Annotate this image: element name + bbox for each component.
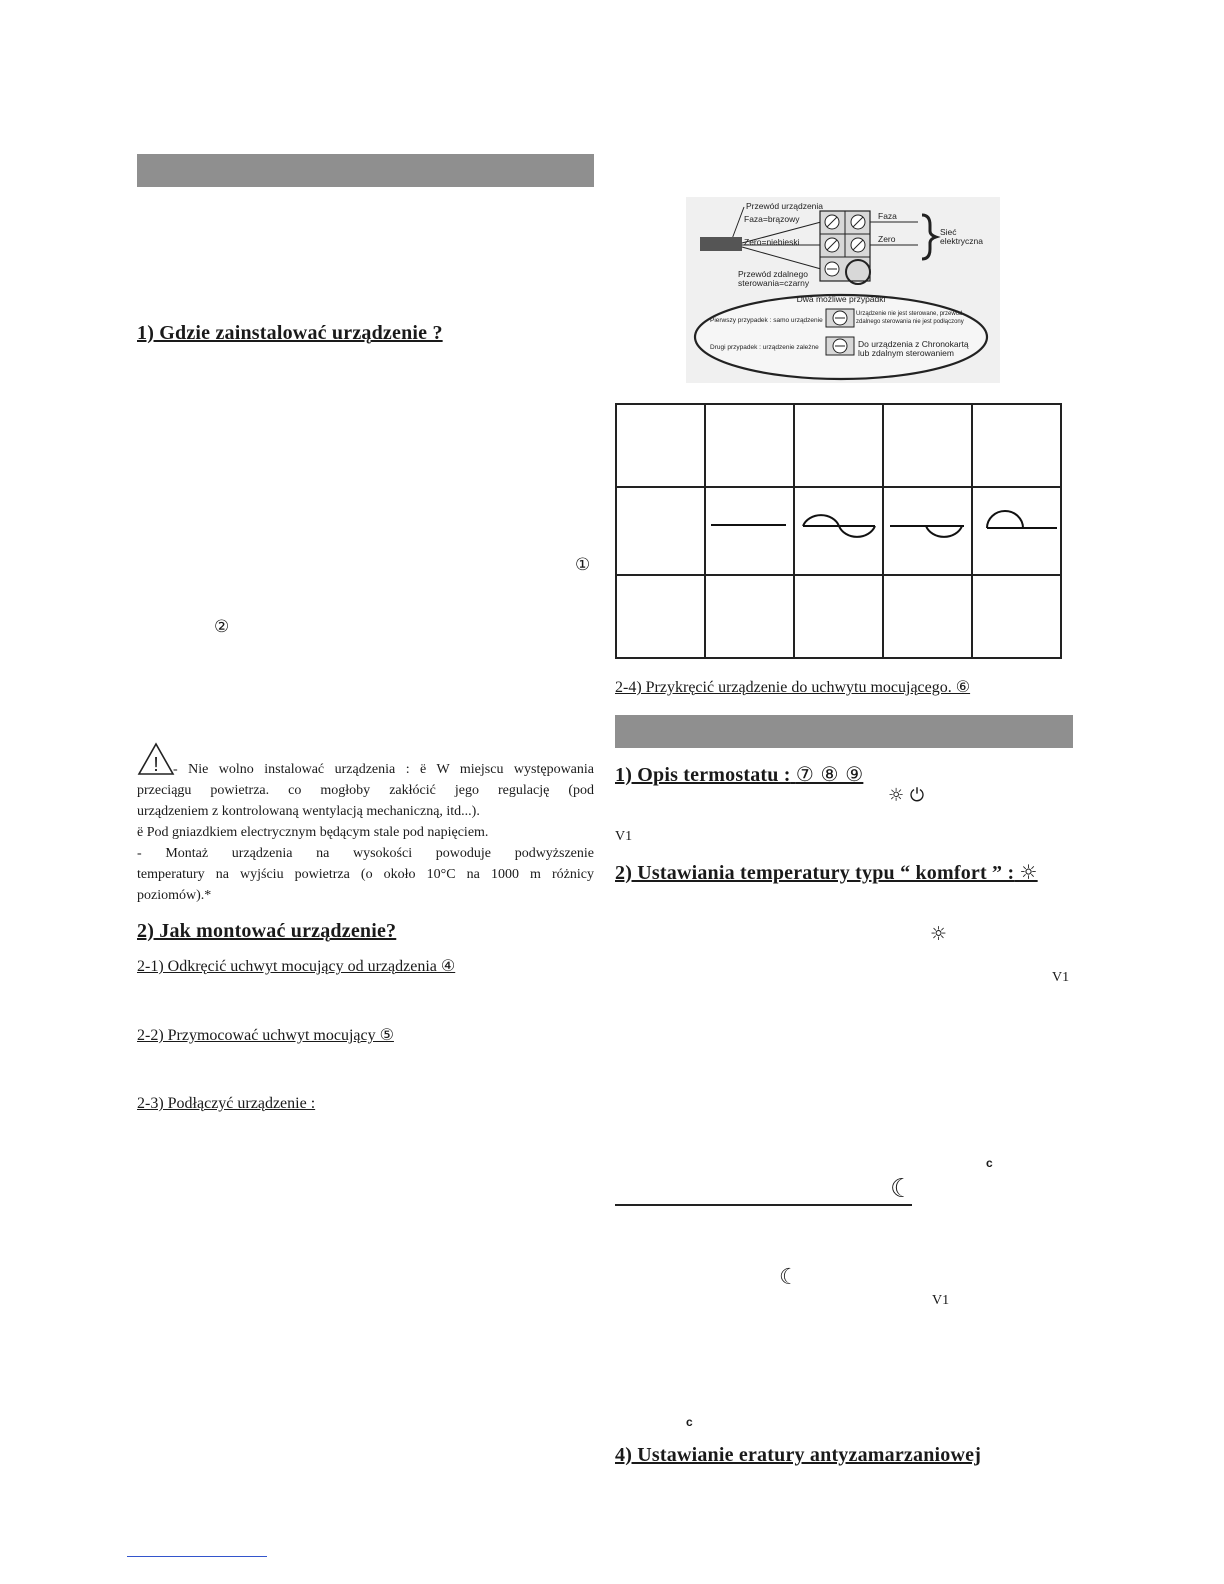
step-2-4: 2-4) Przykręcić urządzenie do uchwytu mocującego. ⑥	[615, 679, 971, 696]
warning-line-3: urządzeniem z kontrolowaną wentylacją mechaniczną, itd...).	[137, 804, 480, 819]
table-cell	[972, 487, 1061, 575]
table-cell	[794, 575, 883, 658]
diagram-case-1-note-2: zdalnego sterowania nie jest podłączony	[856, 319, 964, 325]
small-c-a: c	[986, 1156, 993, 1170]
diagram-phase-brown: Faza=brązowy	[744, 214, 800, 224]
section-bar-left	[137, 154, 594, 187]
warning-text	[137, 759, 594, 906]
marker-1: ①	[575, 555, 591, 575]
table-cell	[972, 575, 1061, 658]
thermostat-markers: ⑦ ⑧ ⑨	[795, 762, 864, 786]
wave-full-sine-icon	[795, 488, 882, 569]
wave-positive-half-icon	[973, 488, 1060, 569]
warning-line-1: - Nie wolno instalować urządzenia : ë W miejscu występowania	[173, 762, 594, 777]
diagram-case-1-note-1: Urządzenie nie jest sterowane, przewód	[856, 311, 963, 317]
step-2-1: 2-1) Odkręcić uchwyt mocujący od urządzenia ④	[137, 958, 456, 975]
table-cell	[883, 404, 972, 487]
diagram-case-1: Pierwszy przypadek : samo urządzenie	[710, 317, 823, 324]
moon-icon: ☾	[779, 1265, 799, 1290]
marker-2: ②	[214, 617, 230, 637]
diagram-device-cable: Przewód urządzenia	[746, 201, 824, 211]
section-bar-right	[615, 715, 1073, 748]
warning-line-7: poziomów).*	[137, 888, 212, 903]
table-cell	[705, 404, 794, 487]
table-cell	[972, 404, 1061, 487]
table-cell	[883, 575, 972, 658]
v1-label-c: V1	[932, 1293, 950, 1308]
comfort-sun-icon: ☼	[1019, 860, 1038, 884]
table-cell	[794, 487, 883, 575]
pilot-wire-table	[615, 403, 1062, 659]
moon-icon-heading: ☾	[890, 1174, 914, 1204]
step-2-3: 2-3) Podłączyć urządzenie :	[137, 1095, 316, 1112]
heading-thermostat-label: 1) Opis termostatu :	[615, 764, 791, 786]
table-cell	[883, 487, 972, 575]
diagram-two-cases: Dwa możliwe przypadki	[796, 294, 886, 304]
table-cell	[616, 404, 705, 487]
table-cell	[705, 575, 794, 658]
step-2-2: 2-2) Przymocować uchwyt mocujący ⑤	[137, 1027, 394, 1044]
table-cell	[794, 404, 883, 487]
wiring-diagram	[686, 197, 1000, 383]
small-c-b: c	[686, 1415, 693, 1429]
heading-comfort-label: 2) Ustawiania temperatury typu “ komfort ” :	[615, 862, 1015, 884]
warning-line-2: przeciągu powietrza. co mogłoby zakłócić jego regulację (pod	[137, 783, 594, 798]
heading-thermostat	[615, 762, 863, 787]
diagram-mains-2: elektryczna	[940, 236, 983, 246]
eco-heading-underline	[615, 1204, 912, 1206]
table-cell	[705, 487, 794, 575]
wave-negative-half-icon	[884, 488, 971, 569]
diagram-case-2: Drugi przypadek : urządzenie zależne	[710, 344, 819, 351]
heading-comfort	[615, 860, 1038, 885]
heading-antifreeze: 4) Ustawianie eratury antyzamarzaniowej	[615, 1444, 982, 1466]
diagram-remote-1: Przewód zdalnego	[738, 269, 808, 279]
warning-line-6: temperatury na wyjściu powietrza (o około 10°C na 1000 m różnicy	[137, 867, 594, 882]
sun-icon: ☼	[930, 923, 948, 945]
diagram-zero: Zero	[878, 234, 896, 244]
wave-flat-icon	[706, 488, 793, 569]
footnote-rule	[127, 1556, 267, 1557]
diagram-remote-2: sterowania=czarny	[738, 278, 810, 288]
v1-label-b: V1	[1052, 970, 1070, 985]
v1-label-a: V1	[615, 829, 633, 844]
diagram-mains-1: Sieć	[940, 227, 957, 237]
sun-power-icons: ☼ ⏻	[888, 785, 925, 806]
table-cell	[616, 487, 705, 575]
diagram-zero-blue: Zero=niebieski	[744, 237, 800, 247]
diagram-case-2-note-2: lub zdalnym sterowaniem	[858, 348, 954, 358]
heading-where-to-install: 1) Gdzie zainstalować urządzenie ?	[137, 322, 443, 344]
warning-symbol: !	[153, 754, 159, 776]
heading-how-to-mount: 2) Jak montować urządzenie?	[137, 920, 397, 942]
diagram-phase: Faza	[878, 211, 897, 221]
table-cell	[616, 575, 705, 658]
warning-line-5: - Montaż urządzenia na wysokości powoduje podwyższenie	[137, 846, 594, 861]
diagram-case-2-note-1: Do urządzenia z Chronokartą	[858, 339, 969, 349]
warning-line-4: ë Pod gniazdkiem electrycznym będącym stale pod napięciem.	[137, 825, 489, 840]
